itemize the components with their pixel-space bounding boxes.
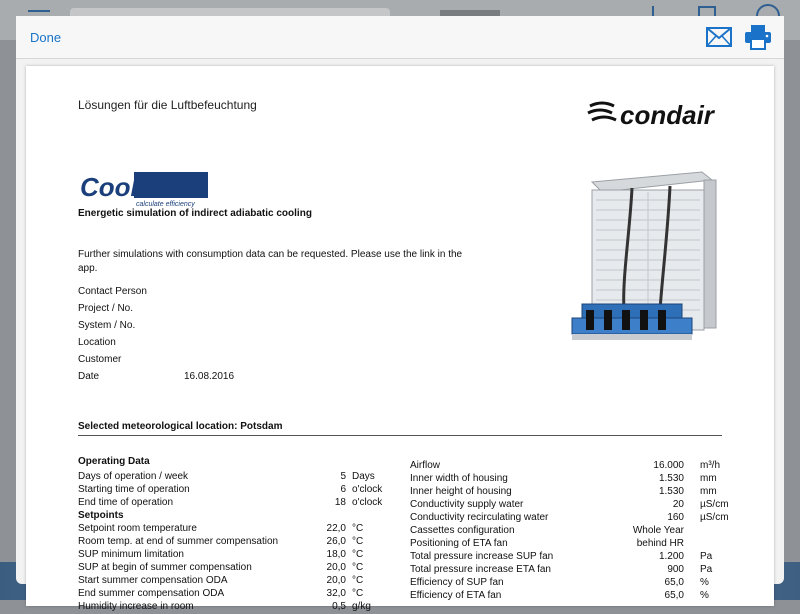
info-label: Contact Person bbox=[78, 286, 147, 297]
row-label: SUP at begin of summer compensation bbox=[78, 562, 252, 573]
row-label: Positioning of ETA fan bbox=[410, 538, 508, 549]
row-value: 16.000 bbox=[653, 460, 684, 471]
row-label: Airflow bbox=[410, 460, 441, 471]
row-unit: o'clock bbox=[352, 484, 383, 495]
row-value: 20,0 bbox=[326, 562, 346, 573]
row-label: Total pressure increase SUP fan bbox=[410, 551, 554, 562]
section-heading: Setpoints bbox=[78, 510, 124, 521]
row-unit: µS/cm bbox=[700, 512, 729, 523]
info-label: Location bbox=[78, 337, 116, 348]
row-value: 1.200 bbox=[658, 551, 684, 562]
row-label: Start summer compensation ODA bbox=[78, 575, 228, 586]
coolblue-logo-text: Coolblue bbox=[80, 172, 192, 202]
row-label: Total pressure increase ETA fan bbox=[410, 564, 551, 575]
row-unit: °C bbox=[352, 575, 364, 586]
table-row bbox=[78, 536, 398, 549]
row-value: 160 bbox=[667, 512, 684, 523]
row-unit: °C bbox=[352, 562, 364, 573]
row-value: 18,0 bbox=[326, 549, 346, 560]
row-label: End time of operation bbox=[78, 497, 174, 508]
info-label: Customer bbox=[78, 354, 122, 365]
row-value: 1.530 bbox=[658, 473, 684, 484]
document-preview-modal bbox=[16, 16, 784, 612]
row-label: Efficiency of SUP fan bbox=[410, 577, 504, 588]
table-row bbox=[78, 575, 398, 588]
row-unit: µS/cm bbox=[700, 499, 729, 510]
section-heading: Operating Data bbox=[78, 456, 150, 467]
row-label: Humidity increase in room bbox=[78, 601, 194, 612]
row-unit: mm bbox=[700, 473, 717, 484]
row-unit: g/kg bbox=[352, 601, 371, 612]
row-value: 22,0 bbox=[326, 523, 346, 534]
row-value: 6 bbox=[340, 484, 346, 495]
row-label: Days of operation / week bbox=[78, 471, 189, 482]
row-label: Room temp. at end of summer compensation bbox=[78, 536, 279, 547]
table-row bbox=[410, 564, 730, 577]
modal-header bbox=[16, 16, 784, 59]
intro-text: Further simulations with consumption data can be requested. Please use the link in the app. bbox=[78, 249, 463, 274]
row-value: 0,5 bbox=[332, 601, 346, 612]
info-label: Project / No. bbox=[78, 303, 134, 314]
document-page bbox=[26, 66, 774, 612]
row-value: 65,0 bbox=[664, 577, 684, 588]
row-value: 5 bbox=[340, 471, 346, 482]
info-label: System / No. bbox=[78, 320, 136, 331]
table-row bbox=[78, 484, 398, 497]
table-row bbox=[410, 460, 730, 473]
table-row bbox=[410, 551, 730, 564]
right-data-column bbox=[410, 460, 730, 603]
row-label: Starting time of operation bbox=[78, 484, 190, 495]
row-label: Conductivity recirculating water bbox=[410, 512, 549, 523]
condair-logo-text: condair bbox=[620, 100, 714, 130]
row-unit: mm bbox=[700, 486, 717, 497]
table-row bbox=[410, 538, 730, 551]
row-unit: % bbox=[700, 577, 709, 588]
table-row bbox=[410, 512, 730, 525]
row-label: Inner height of housing bbox=[410, 486, 512, 497]
table-row bbox=[410, 499, 730, 512]
row-unit: °C bbox=[352, 536, 364, 547]
row-unit: °C bbox=[352, 523, 364, 534]
row-label: End summer compensation ODA bbox=[78, 588, 225, 599]
table-row bbox=[78, 549, 398, 562]
row-value: behind HR bbox=[636, 538, 684, 549]
operating-data-heading bbox=[78, 456, 398, 471]
setpoints-heading bbox=[78, 510, 398, 523]
row-label: SUP minimum limitation bbox=[78, 549, 184, 560]
table-row bbox=[78, 562, 398, 575]
row-label: Setpoint room temperature bbox=[78, 523, 197, 534]
row-value: Whole Year bbox=[632, 525, 684, 536]
product-image bbox=[552, 170, 722, 360]
simulation-title: Energetic simulation of indirect adiabatic cooling bbox=[78, 208, 312, 219]
info-label: Date bbox=[78, 371, 100, 382]
divider bbox=[78, 435, 722, 436]
row-label: Efficiency of ETA fan bbox=[410, 590, 502, 601]
row-value: 26,0 bbox=[326, 536, 346, 547]
row-label: Conductivity supply water bbox=[410, 499, 524, 510]
row-label: Inner width of housing bbox=[410, 473, 508, 484]
table-row bbox=[78, 471, 398, 484]
row-unit: °C bbox=[352, 549, 364, 560]
row-value: 20 bbox=[672, 499, 684, 510]
table-row bbox=[410, 486, 730, 499]
mail-icon[interactable] bbox=[706, 26, 732, 48]
table-row bbox=[78, 601, 398, 614]
table-row bbox=[410, 473, 730, 486]
row-value: 900 bbox=[667, 564, 684, 575]
document-heading: Lösungen für die Luftbefeuchtung bbox=[78, 98, 257, 112]
coolblue-tagline: calculate efficiency bbox=[136, 201, 195, 208]
row-unit: Pa bbox=[700, 564, 713, 575]
table-row bbox=[78, 588, 398, 601]
row-label: Cassettes configuration bbox=[410, 525, 515, 536]
row-value: 32,0 bbox=[326, 588, 346, 599]
row-unit: o'clock bbox=[352, 497, 383, 508]
condair-logo bbox=[586, 96, 726, 132]
table-row bbox=[410, 590, 730, 603]
row-value: 65,0 bbox=[664, 590, 684, 601]
print-icon[interactable] bbox=[744, 24, 772, 50]
table-row bbox=[78, 497, 398, 510]
table-row bbox=[410, 525, 730, 538]
row-value: 18 bbox=[334, 497, 346, 508]
row-unit: Pa bbox=[700, 551, 713, 562]
info-value: 16.08.2016 bbox=[184, 371, 235, 382]
row-unit: °C bbox=[352, 588, 364, 599]
table-row bbox=[78, 523, 398, 536]
coolblue-logo bbox=[78, 172, 208, 208]
done-button[interactable]: Done bbox=[30, 30, 62, 45]
table-row bbox=[410, 577, 730, 590]
row-unit: % bbox=[700, 590, 709, 601]
row-unit: m³/h bbox=[700, 460, 720, 471]
row-unit: Days bbox=[352, 471, 375, 482]
row-value: 20,0 bbox=[326, 575, 346, 586]
row-value: 1.530 bbox=[658, 486, 684, 497]
left-data-column bbox=[78, 456, 398, 614]
location-title: Selected meteorological location: Potsdam bbox=[78, 421, 283, 432]
